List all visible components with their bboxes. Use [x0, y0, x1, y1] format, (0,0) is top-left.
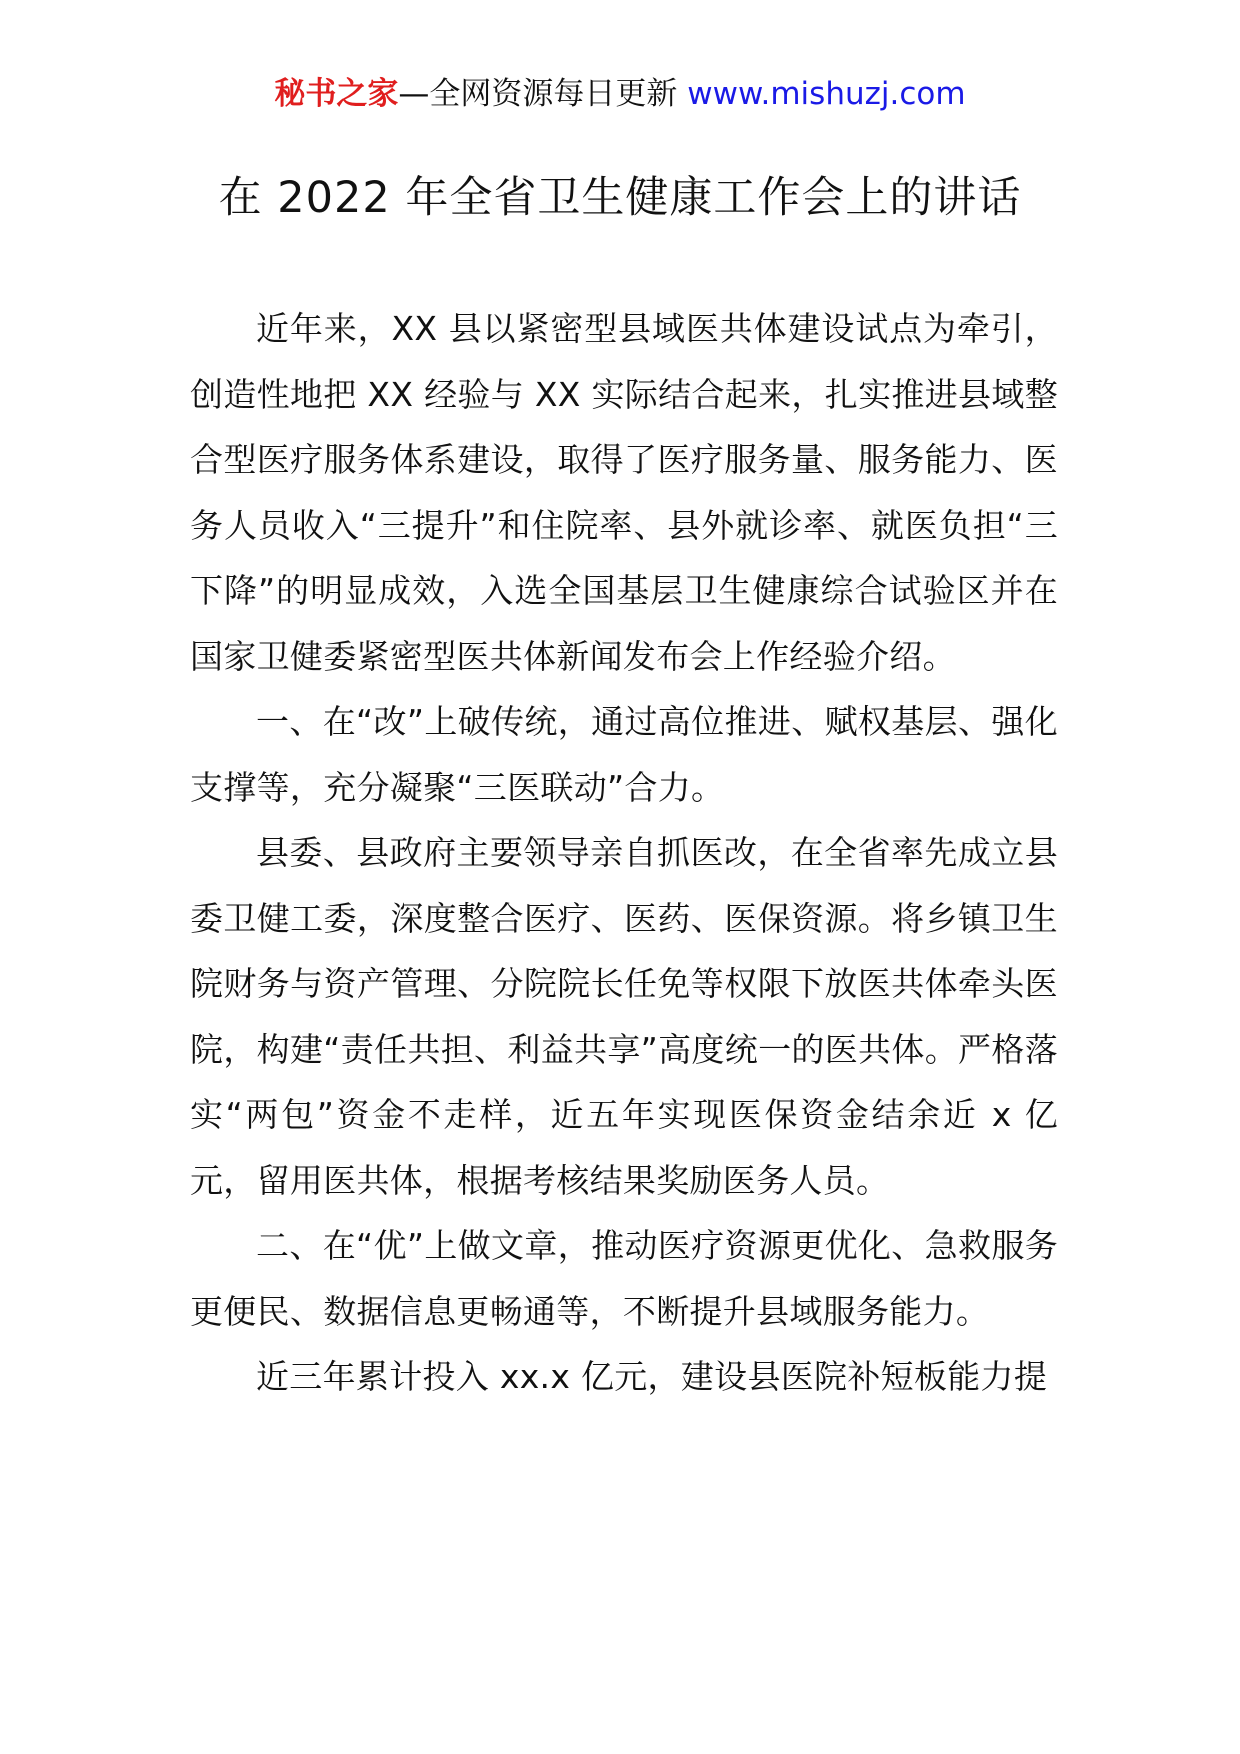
document-body	[190, 296, 1058, 1410]
site-banner	[0, 74, 1240, 114]
section-heading-2: 二、在“优”上做文章，推动医疗资源更优化、急救服务更便民、数据信息更畅通等，不断提升县域服务能力。	[190, 1226, 1058, 1331]
section-heading-1: 一、在“改”上破传统，通过高位推进、赋权基层、强化支撑等，充分凝聚“三医联动”合力。	[190, 702, 1058, 807]
body-paragraph: 近三年累计投入 xx.x 亿元，建设县医院补短板能力提	[256, 1357, 1048, 1396]
site-url-link[interactable]: www.mishuzj.com	[687, 76, 966, 112]
body-paragraph: 近年来，XX 县以紧密型县域医共体建设试点为牵引，创造性地把 XX 经验与 XX 实际结合起来，扎实推进县域整合型医疗服务体系建设，取得了医疗服务量、服务能力、医务人员收入“三提升”和住院率、县外就诊率、就医负担“三下降”的明显成效，入选全国基层卫生健康综合试验区并在国家卫健委紧密型医共体新闻发布会上作经验介绍。	[190, 309, 1058, 676]
body-paragraph: 县委、县政府主要领导亲自抓医改，在全省率先成立县委卫健工委，深度整合医疗、医药、医保资源。将乡镇卫生院财务与资产管理、分院院长任免等权限下放医共体牵头医院，构建“责任共担、利益共享”高度统一的医共体。严格落实“两包”资金不走样，近五年实现医保资金结余近 x 亿元，留用医共体，根据考核结果奖励医务人员。	[190, 833, 1058, 1200]
document-title: 在 2022 年全省卫生健康工作会上的讲话	[218, 173, 1022, 223]
brand-name: 秘书之家	[274, 76, 399, 112]
banner-tagline: —全网资源每日更新	[398, 76, 678, 112]
